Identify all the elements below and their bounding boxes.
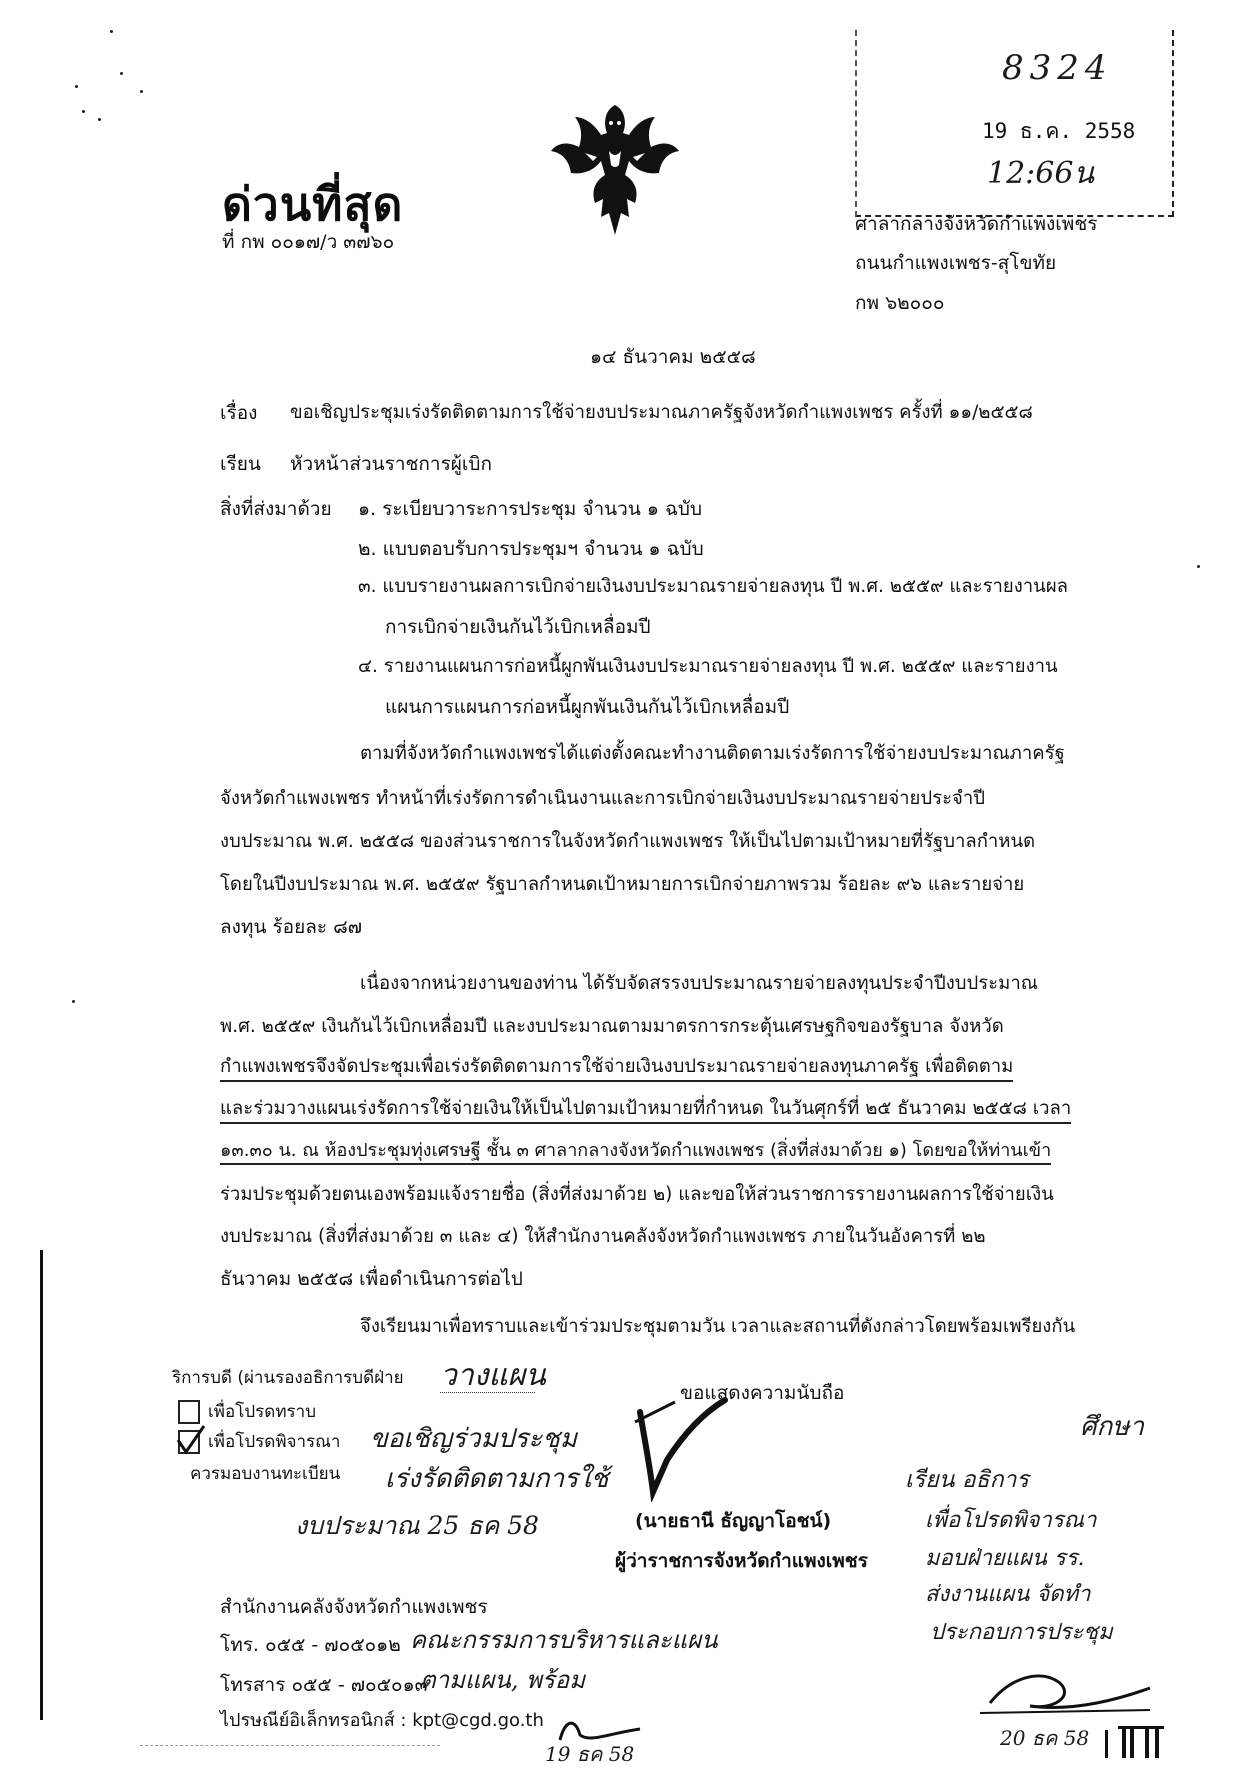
enclosure-item-3: ๓. แบบรายงานผลการเบิกจ่ายเงินงบประมาณรายจ่ายลงทุน ปี พ.ศ. ๒๕๕๙ และรายงานผล [358,576,1068,597]
option-consider: เพื่อโปรดพิจารณา [208,1432,341,1452]
routing-note-3: งบประมาณ 25 ธค 58 [295,1511,539,1540]
enclosure-item-2: ๒. แบบตอบรับการประชุมฯ จำนวน ๑ ฉบับ [358,538,704,560]
para2-line-4: และร่วมวางแผนเร่งรัดการใช้จ่ายเงินให้เป็นไปตามเป้าหมายที่กำหนด ในวันศุกร์ที่ ๒๕ ธันวาคม ๒๕๕๘ เวลา [220,1100,1071,1124]
option-inform: เพื่อโปรดทราบ [208,1402,316,1422]
enclosure-item-1: ๑. ระเบียบวาระการประชุม จำนวน ๑ ฉบับ [358,498,703,520]
contact-phone: โทร. ๐๕๕ - ๗๐๕๐๑๒ [220,1634,401,1656]
right-signature [950,1648,1160,1723]
contact-fax: โทรสาร ๐๕๕ - ๗๐๕๐๑๓ [220,1674,428,1696]
right-date: 20 ธค 58 [1000,1726,1090,1750]
office-line-1: ศาลากลางจังหวัดกำแพงเพชร [855,213,1098,235]
garuda-emblem-icon [545,95,685,245]
receipt-stamp [855,30,1174,217]
contact-office: สำนักงานคลังจังหวัดกำแพงเพชร [220,1596,488,1618]
para1-line-1: ตามที่จังหวัดกำแพงเพชรได้แต่งตั้งคณะทำงานติดตามเร่งรัดการใช้จ่ายงบประมาณภาครัฐ [360,743,1065,764]
right-note-4: ส่งงานแผน จัดทำ [925,1582,1091,1607]
recipient-text: หัวหน้าส่วนราชการผู้เบิก [290,453,492,475]
urgency-heading: ด่วนที่สุด [222,177,404,231]
para2-line-3: กำแพงเพชรจึงจัดประชุมเพื่อเร่งรัดติดตามการใช้จ่ายเงินงบประมาณรายจ่ายลงทุนภาครัฐ เพื่อติดตาม [220,1058,1013,1082]
contact-note-1: คณะกรรมการบริหารและแผน [410,1626,718,1654]
right-top-note: ศึกษา [1080,1412,1144,1442]
enclosure-item-3-cont: การเบิกจ่ายเงินกันไว้เบิกเหลื่อมปี [385,616,651,638]
para2-line-1: เนื่องจากหน่วยงานของท่าน ได้รับจัดสรรงบประมาณรายจ่ายลงทุนประจำปีงบประมาณ [360,973,1038,994]
para2-line-5: ๑๓.๓๐ น. ณ ห้องประชุมทุ่งเศรษฐี ชั้น ๓ ศาลากลางจังหวัดกำแพงเพชร (สิ่งที่ส่งมาด้วย ๑) โดยขอให้ท่านเข้า [220,1142,1051,1165]
para1-line-4: โดยในปีงบประมาณ พ.ศ. ๒๕๕๙ รัฐบาลกำหนดเป้าหมายการเบิกจ่ายภาพรวม ร้อยละ ๙๖ และรายจ่าย [220,874,1025,895]
right-note-2: เพื่อโปรดพิจารณา [925,1508,1097,1533]
enclosures-label: สิ่งที่ส่งมาด้วย [220,498,332,520]
subject-text: ขอเชิญประชุมเร่งรัดติดตามการใช้จ่ายงบประมาณภาครัฐจังหวัดกำแพงเพชร ครั้งที่ ๑๑/๒๕๕๘ [290,402,1033,423]
regards-text: ขอแสดงความนับถือ [680,1382,845,1404]
routing-header: ริการบดี (ผ่านรองอธิการบดีฝ่าย [172,1368,404,1388]
scan-bottom-line [140,1745,440,1746]
subject-label: เรื่อง [220,402,258,424]
closing-sentence: จึงเรียนมาเพื่อทราบและเข้าร่วมประชุมตามวัน เวลาและสถานที่ดังกล่าวโดยพร้อมเพรียงกัน [360,1316,1076,1337]
routing-handwritten-name: วางแผน [440,1358,546,1393]
contact-email: ไปรษณีย์อิเล็กทรอนิกส์ : kpt@cgd.go.th [220,1710,544,1731]
option-assign: ควรมอบงานทะเบียน [190,1464,341,1484]
contact-note-2: ตามแผน, พร้อม [420,1666,586,1694]
para2-line-8: ธันวาคม ๒๕๕๘ เพื่อดำเนินการต่อไป [220,1268,523,1290]
routing-note-2: เร่งรัดติดตามการใช้ [385,1464,609,1494]
right-note-3: มอบฝ่ายแผน รร. [925,1546,1085,1571]
checkmark-icon [176,1424,206,1456]
stamp-date: 19 ธ.ค. 2558 [982,119,1136,143]
governor-signature [615,1392,730,1502]
enclosure-item-4-cont: แผนการแผนการก่อหนี้ผูกพันเงินกันไว้เบิกเหลื่อมปี [385,696,790,718]
checkbox-inform[interactable] [178,1400,200,1424]
routing-dotted-line [440,1392,535,1393]
para2-line-6: ร่วมประชุมด้วยตนเองพร้อมแจ้งรายชื่อ (สิ่งที่ส่งมาด้วย ๒) และขอให้ส่วนราชการรายงานผลการใช้จ่ายเงิน [220,1184,1054,1205]
para1-line-2: จังหวัดกำแพงเพชร ทำหน้าที่เร่งรัดการดำเนินงานและการเบิกจ่ายเงินงบประมาณรายจ่ายประจำปี [220,788,985,809]
document-number: ที่ กพ ๐๐๑๗/ว ๓๗๖๐ [222,231,395,253]
para2-line-2: พ.ศ. ๒๕๕๙ เงินกันไว้เบิกเหลื่อมปี และงบประมาณตามมาตรการกระตุ้นเศรษฐกิจของรัฐบาล จังหวัด [220,1016,1004,1037]
stamp-number: 8324 [1002,48,1113,88]
office-line-2: ถนนกำแพงเพชร-สุโขทัย [855,252,1057,274]
para2-line-7: งบประมาณ (สิ่งที่ส่งมาด้วย ๓ และ ๔) ให้สำนักงานคลังจังหวัดกำแพงเพชร ภายในวันอังคารที่ ๒๒ [220,1226,986,1247]
right-note-5: ประกอบการประชุม [930,1620,1113,1645]
office-line-3: กพ ๖๒๐๐๐ [855,292,945,314]
initial-date: 19 ธค 58 [545,1742,635,1766]
para1-line-5: ลงทุน ร้อยละ ๘๗ [220,916,363,938]
signer-name: (นายธานี ธัญญาโอชน์) [635,1510,832,1532]
signer-title: ผู้ว่าราชการจังหวัดกำแพงเพชร [615,1550,868,1572]
routing-note-1: ขอเชิญร่วมประชุม [370,1424,577,1454]
scan-edge-line [40,1250,43,1720]
stamp-time: 12:66น [987,156,1094,191]
page-edge-marks [1100,1718,1210,1760]
para1-line-3: งบประมาณ พ.ศ. ๒๕๕๘ ของส่วนราชการในจังหวัดกำแพงเพชร ให้เป็นไปตามเป้าหมายที่รัฐบาลกำหนด [220,831,1036,852]
enclosure-item-4: ๔. รายงานแผนการก่อหนี้ผูกพันเงินงบประมาณรายจ่ายลงทุน ปี พ.ศ. ๒๕๕๙ และรายงาน [358,656,1058,677]
letter-date: ๑๔ ธันวาคม ๒๕๕๘ [590,346,756,368]
recipient-label: เรียน [220,453,261,475]
right-note-1: เรียน อธิการ [905,1467,1029,1493]
